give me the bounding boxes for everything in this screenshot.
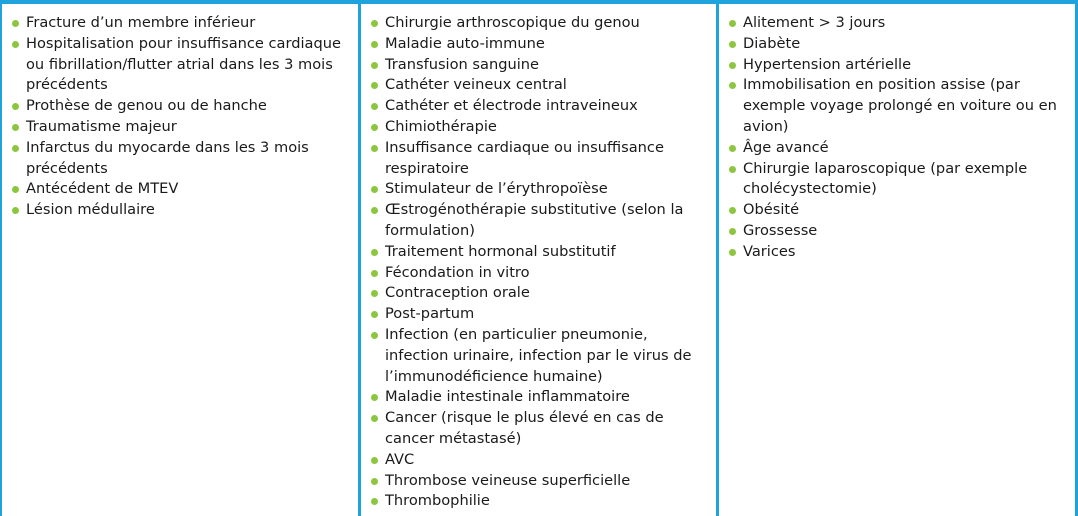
list-item (371, 96, 710, 117)
bullet-icon (729, 228, 736, 235)
list-item (371, 325, 710, 387)
list-item (729, 55, 1069, 76)
list-item-text: Hospitalisation pour insuffisance cardiaque ou fibrillation/flutter atrial dans les 3 mois précédents (26, 34, 341, 94)
bullet-icon (371, 415, 378, 422)
list-item-text: Varices (743, 242, 796, 260)
list-item (729, 13, 1069, 34)
bullet-icon (729, 41, 736, 48)
list-item-text: Prothèse de genou ou de hanche (26, 97, 267, 115)
bullet-icon (12, 207, 19, 214)
bullet-icon (729, 62, 736, 69)
list-item-text: Cathéter veineux central (385, 76, 567, 94)
list-item-text: Âge avancé (743, 138, 829, 156)
risk-list-2 (371, 13, 710, 512)
list-item-text: Lésion médullaire (26, 201, 155, 219)
list-item-text: Infarctus du myocarde dans les 3 mois précédents (26, 138, 309, 177)
bullet-icon (729, 20, 736, 27)
list-item-text: Traumatisme majeur (26, 117, 177, 135)
list-item-text: Cancer (risque le plus élevé en cas de cancer métastasé) (385, 409, 664, 447)
list-item-text: Immobilisation en position assise (par exemple voyage prolongé en voiture ou en avion) (743, 76, 1057, 135)
list-item-text: Cathéter et électrode intraveineux (385, 97, 638, 115)
list-item-text: Diabète (743, 34, 801, 52)
bullet-icon (371, 124, 378, 131)
bullet-icon (12, 103, 19, 110)
bullet-icon (371, 332, 378, 339)
list-item (371, 13, 710, 34)
list-item (371, 491, 710, 512)
list-item (371, 283, 710, 304)
bullet-icon (371, 186, 378, 193)
bullet-icon (12, 20, 19, 27)
list-item (371, 408, 710, 450)
list-item-text: Maladie auto-immune (385, 34, 545, 52)
bullet-icon (729, 145, 736, 152)
list-item (12, 138, 352, 180)
list-item-text: Chirurgie arthroscopique du genou (385, 14, 640, 31)
list-item-text: Fracture d’un membre inférieur (26, 14, 256, 31)
list-item-text: Insuffisance cardiaque ou insuffisance respiratoire (385, 138, 664, 177)
list-item-text: Thrombophilie (385, 492, 490, 510)
bullet-icon (729, 207, 736, 214)
list-item (371, 471, 710, 492)
bullet-icon (371, 498, 378, 505)
bullet-icon (12, 186, 19, 193)
list-item (12, 13, 352, 34)
list-item (12, 34, 352, 96)
bullet-icon (371, 41, 378, 48)
list-item-text: Traitement hormonal substitutif (385, 242, 616, 260)
risk-list-1 (12, 13, 352, 221)
list-item-text: Transfusion sanguine (385, 55, 540, 73)
list-item (729, 200, 1069, 221)
column-3 (716, 4, 1078, 516)
list-item-text: Infection (en particulier pneumonie, infection urinaire, infection par le virus de l’immunodéficience humaine) (385, 325, 692, 385)
list-item (371, 200, 710, 242)
list-item (12, 117, 352, 138)
list-item (371, 75, 710, 96)
column-1 (0, 4, 358, 516)
list-item-text: Alitement > 3 jours (743, 14, 886, 31)
list-item-text: Stimulateur de l’érythropoïèse (385, 180, 608, 198)
bullet-icon (371, 207, 378, 214)
bullet-icon (371, 270, 378, 277)
list-item-text: Thrombose veineuse superficielle (385, 471, 631, 489)
list-item (12, 179, 352, 200)
bullet-icon (12, 145, 19, 152)
list-item (371, 387, 710, 408)
list-item-text: Antécédent de MTEV (26, 180, 179, 198)
list-item (729, 34, 1069, 55)
bullet-icon (371, 290, 378, 297)
bullet-icon (371, 82, 378, 89)
bullet-icon (371, 394, 378, 401)
bullet-icon (371, 478, 378, 485)
list-item (371, 117, 710, 138)
list-item (371, 34, 710, 55)
list-item-text: Fécondation in vitro (385, 263, 530, 281)
list-item-text: Œstrogénothérapie substitutive (selon la formulation) (385, 201, 684, 239)
risk-list-3 (729, 13, 1069, 263)
list-item (371, 450, 710, 471)
list-item-text: Maladie intestinale inflammatoire (385, 388, 630, 406)
list-item-text: Hypertension artérielle (743, 55, 912, 73)
list-item (371, 55, 710, 76)
list-item-text: AVC (385, 450, 415, 468)
list-item (729, 138, 1069, 159)
bullet-icon (371, 20, 378, 27)
list-item-text: Grossesse (743, 221, 818, 239)
list-item-text: Contraception orale (385, 284, 530, 302)
list-item (371, 138, 710, 180)
list-item (729, 221, 1069, 242)
bullet-icon (729, 82, 736, 89)
bullet-icon (371, 457, 378, 464)
list-item (729, 159, 1069, 201)
list-item (371, 304, 710, 325)
list-item (371, 179, 710, 200)
bullet-icon (12, 41, 19, 48)
list-item-text: Chirurgie laparoscopique (par exemple cholécystectomie) (743, 159, 1028, 198)
list-item (12, 96, 352, 117)
bullet-icon (371, 145, 378, 152)
list-item (371, 263, 710, 284)
list-item (729, 75, 1069, 137)
bullet-icon (371, 103, 378, 110)
bullet-icon (12, 124, 19, 131)
list-item (371, 242, 710, 263)
list-item (729, 242, 1069, 263)
list-item-text: Post-partum (385, 305, 475, 323)
list-item-text: Chimiothérapie (385, 117, 497, 135)
list-item-text: Obésité (743, 201, 800, 219)
bullet-icon (729, 166, 736, 173)
column-2 (358, 4, 716, 516)
bullet-icon (729, 249, 736, 256)
list-item (12, 200, 352, 221)
bullet-icon (371, 311, 378, 318)
bullet-icon (371, 62, 378, 69)
bullet-icon (371, 249, 378, 256)
